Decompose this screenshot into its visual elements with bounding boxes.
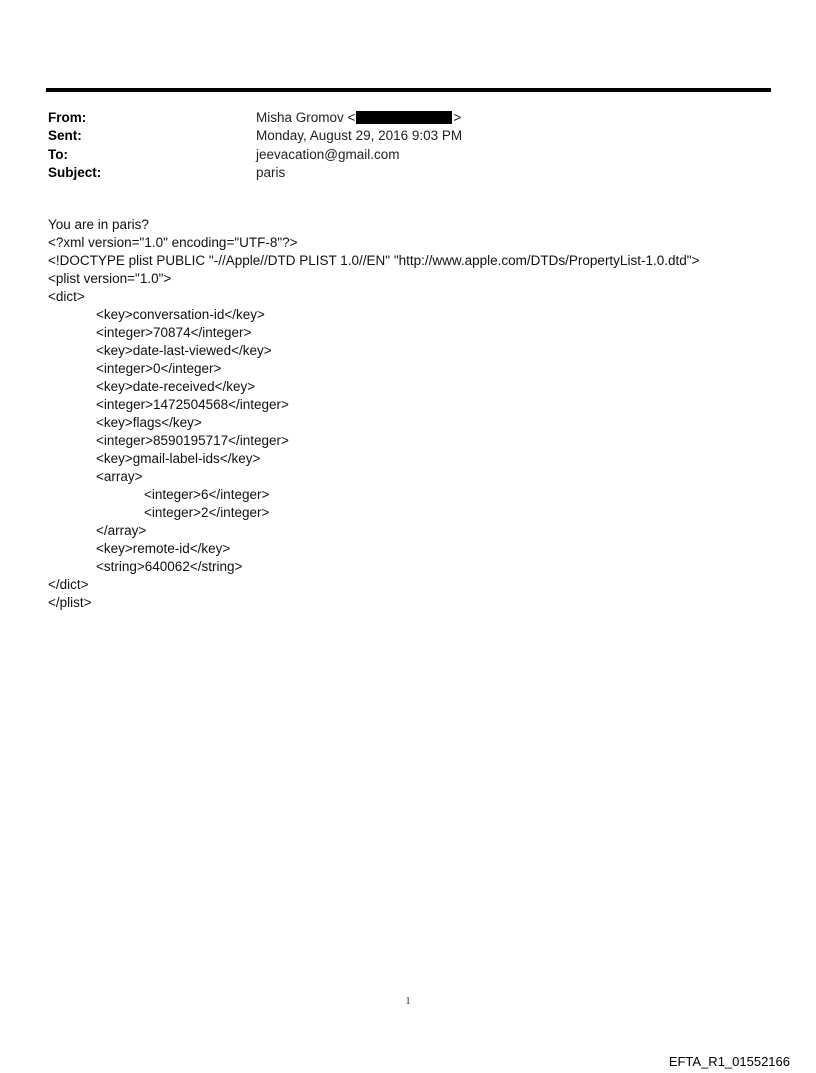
body-line: <key>gmail-label-ids</key> (96, 451, 261, 466)
body-line: <!DOCTYPE plist PUBLIC "-//Apple//DTD PLIST 1.0//EN" "http://www.apple.com/DTDs/PropertyList-1.0.dtd"> (48, 253, 700, 268)
body-line: <key>date-received</key> (96, 379, 256, 394)
body-line: <array> (96, 469, 143, 484)
body-line: <dict> (48, 289, 85, 304)
header-rule (46, 88, 771, 92)
to-row (48, 145, 768, 164)
to-value: jeevacation@gmail.com (256, 146, 400, 162)
body-line: </dict> (48, 577, 89, 592)
subject-value: paris (256, 165, 286, 181)
body-line: <key>remote-id</key> (96, 541, 231, 556)
email-body (48, 216, 768, 612)
body-line: <string>640062</string> (96, 559, 243, 574)
body-line: <key>conversation-id</key> (96, 307, 265, 322)
body-line: <key>flags</key> (96, 415, 202, 430)
from-value (256, 110, 461, 125)
from-name: Misha Gromov < (256, 109, 356, 125)
page-number: 1 (405, 996, 411, 1007)
body-line: You are in paris? (48, 217, 149, 232)
subject-label: Subject: (48, 165, 102, 181)
document-id: EFTA_R1_01552166 (668, 1054, 790, 1069)
body-line: <key>date-last-viewed</key> (96, 343, 272, 358)
body-line: <integer>8590195717</integer> (96, 433, 289, 448)
email-header (48, 108, 768, 182)
redaction-block (356, 111, 452, 124)
sent-row (48, 127, 768, 146)
subject-row (48, 164, 768, 183)
body-line: <plist version="1.0"> (48, 271, 172, 286)
sent-value: Monday, August 29, 2016 9:03 PM (256, 128, 463, 144)
from-close: > (453, 109, 462, 125)
body-line: </plist> (48, 595, 92, 610)
body-line: <integer>0</integer> (96, 361, 222, 376)
body-line: <?xml version="1.0" encoding="UTF-8"?> (48, 235, 298, 250)
from-label: From: (48, 109, 87, 125)
body-line: <integer>1472504568</integer> (96, 397, 289, 412)
body-line: </array> (96, 523, 147, 538)
body-line: <integer>2</integer> (144, 505, 270, 520)
to-label: To: (48, 146, 68, 162)
body-line: <integer>70874</integer> (96, 325, 252, 340)
body-line: <integer>6</integer> (144, 487, 270, 502)
from-row (48, 108, 768, 127)
sent-label: Sent: (48, 128, 82, 144)
